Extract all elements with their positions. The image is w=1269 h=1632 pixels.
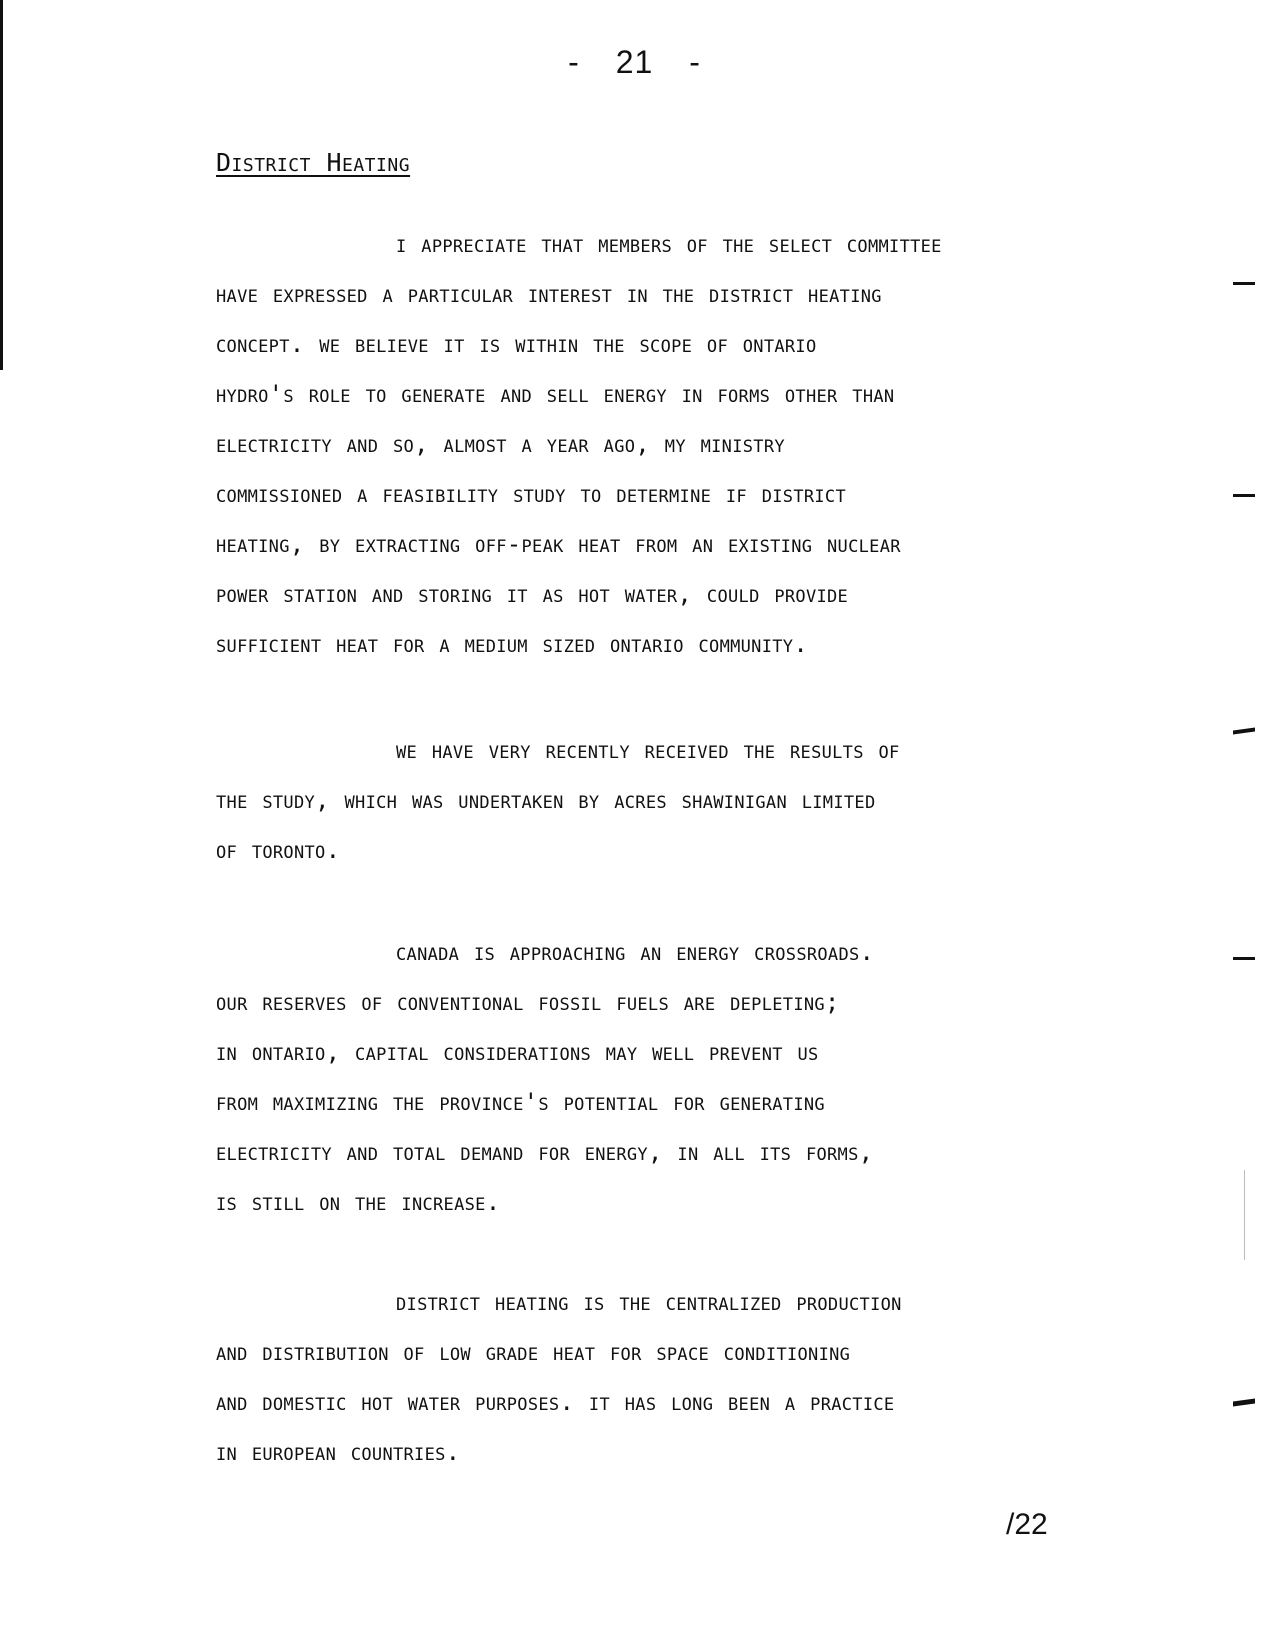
paragraph-line: heating, by extracting off-peak heat from an existing nuclear bbox=[216, 530, 901, 558]
page-number-dash-left: - bbox=[568, 44, 580, 80]
margin-scan-mark bbox=[1233, 1398, 1255, 1406]
paragraph-line: and domestic hot water purposes. it has long been a practice bbox=[216, 1388, 895, 1416]
paragraph-line: and distribution of low grade heat for space conditioning bbox=[216, 1338, 851, 1366]
paragraph-line: is still on the increase. bbox=[216, 1188, 501, 1216]
section-heading: District Heating bbox=[216, 148, 411, 177]
paragraph-line: from maximizing the province's potential for generating bbox=[216, 1088, 825, 1116]
paragraph-line: in ontario, capital considerations may well prevent us bbox=[216, 1038, 819, 1066]
margin-scan-line bbox=[1244, 1170, 1245, 1260]
paragraph-line: our reserves of conventional fossil fuels are depleting; bbox=[216, 988, 840, 1016]
margin-scan-mark bbox=[1233, 494, 1255, 497]
paragraph-line: of toronto. bbox=[216, 836, 341, 864]
paragraph-line: the study, which was undertaken by acres shawinigan limited bbox=[216, 786, 876, 814]
paragraph-line: in european countries. bbox=[216, 1438, 461, 1466]
margin-scan-mark bbox=[1233, 957, 1255, 960]
paragraph-line: i appreciate that members of the select committee bbox=[396, 230, 942, 258]
paragraph-2 bbox=[216, 725, 1156, 875]
page-number bbox=[0, 44, 1269, 81]
paragraph-line: we have very recently received the results of bbox=[396, 736, 900, 764]
continuation-page-marker: /22 bbox=[1006, 1508, 1048, 1541]
paragraph-3 bbox=[216, 927, 1156, 1227]
paragraph-4 bbox=[216, 1277, 1156, 1477]
paragraph-line: commissioned a feasibility study to determine if district bbox=[216, 480, 846, 508]
paragraph-line: concept. we believe it is within the scope of ontario bbox=[216, 330, 817, 358]
margin-scan-mark bbox=[1233, 282, 1255, 285]
paragraph-line: have expressed a particular interest in the district heating bbox=[216, 280, 882, 308]
paragraph-line: hydro's role to generate and sell energy in forms other than bbox=[216, 380, 895, 408]
paragraph-line: electricity and so, almost a year ago, my ministry bbox=[216, 430, 785, 458]
page-number-value: 21 bbox=[615, 44, 654, 80]
paragraph-line: district heating is the centralized production bbox=[396, 1288, 902, 1316]
paragraph-line: canada is approaching an energy crossroads. bbox=[396, 938, 875, 966]
margin-scan-mark bbox=[1233, 727, 1255, 734]
paragraph-line: power station and storing it as hot water, could provide bbox=[216, 580, 849, 608]
paragraph-line: sufficient heat for a medium sized ontario community. bbox=[216, 630, 809, 658]
paragraph-1 bbox=[216, 219, 1156, 669]
paragraph-line: electricity and total demand for energy, in all its forms, bbox=[216, 1138, 874, 1166]
page-number-dash-right: - bbox=[689, 44, 701, 80]
